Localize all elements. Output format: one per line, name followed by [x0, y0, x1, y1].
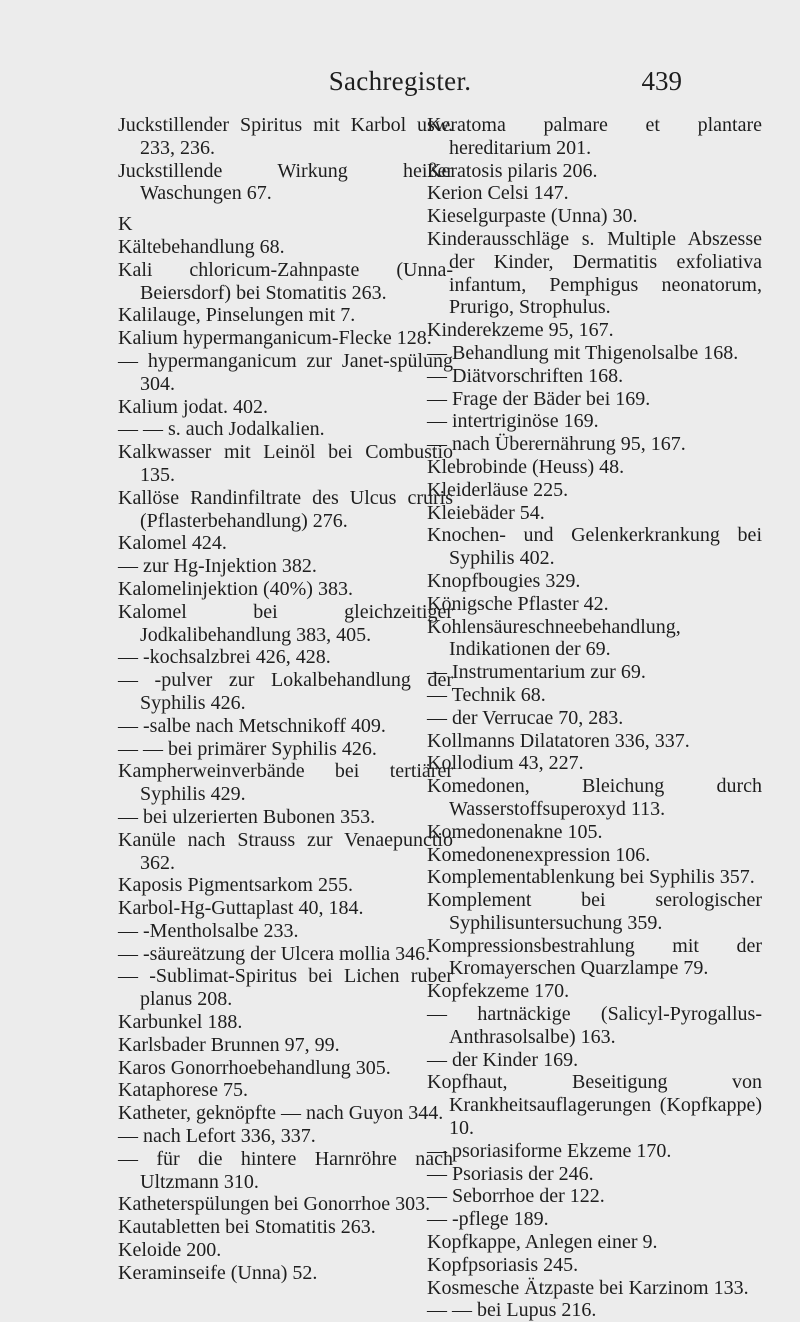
- index-entry: — zur Hg-Injektion 382.: [118, 555, 317, 578]
- index-entry: — -Sublimat-Spiritus bei Lichen ruber planus 208.: [118, 965, 453, 1011]
- index-entry: — -salbe nach Metschnikoff 409.: [118, 714, 386, 737]
- index-entry: Kalium hypermanganicum-Flecke 128.: [118, 327, 432, 350]
- index-entry: Kieselgurpaste (Unna) 30.: [427, 205, 638, 228]
- index-entry: Komplement bei serologischer Syphilisuntersuchung 359.: [427, 889, 762, 934]
- index-entry: Keratoma palmare et plantare hereditarium 201.: [427, 114, 762, 159]
- index-entry: Komedonenakne 105.: [427, 820, 603, 843]
- index-entry: Karos Gonorrhoebehandlung 305.: [118, 1056, 391, 1079]
- index-entry: — Diätvorschriften 168.: [427, 364, 624, 387]
- index-entry: — -pulver zur Lokalbehandlung der Syphilis 426.: [118, 669, 453, 714]
- running-title: Sachregister.: [328, 66, 472, 96]
- page-number: 439: [641, 66, 682, 96]
- index-entry: Karlsbader Brunnen 97, 99.: [118, 1033, 340, 1056]
- index-entry: Knochen- und Gelenkerkrankung bei Syphilis 402.: [427, 524, 762, 570]
- index-column-right: [427, 114, 762, 1322]
- index-entry: — -säureätzung der Ulcera mollia 346.: [118, 942, 431, 965]
- index-entry: Kopfkappe, Anlegen einer 9.: [427, 1231, 658, 1254]
- index-entry: Kollodium 43, 227.: [427, 752, 584, 775]
- section-letter: K: [118, 213, 133, 236]
- index-entry: Keraminseife (Unna) 52.: [118, 1261, 318, 1284]
- index-entry: Kinderausschläge s. Multiple Abszesse der Kinder, Dermatitis exfoliativa infantum, Pemphigus neonatorum, Prurigo, Strophulus.: [427, 227, 762, 319]
- index-entry: Kosmesche Ätzpaste bei Karzinom 133.: [427, 1276, 749, 1299]
- index-entry: Kampherweinverbände bei tertiärer Syphilis 429.: [118, 760, 453, 806]
- index-entry: Karbunkel 188.: [118, 1011, 243, 1034]
- index-entry: Kopfhaut, Beseitigung von Krankheitsauflagerungen (Kopfkappe) 10.: [427, 1071, 762, 1140]
- index-entry: Kalomel 424.: [118, 532, 227, 555]
- index-entry: Kataphorese 75.: [118, 1079, 248, 1102]
- index-column-left: [118, 114, 453, 1285]
- index-entry: — hypermanganicum zur Janet-spülung 304.: [118, 349, 453, 395]
- index-entry: Keratosis pilaris 206.: [427, 159, 598, 182]
- index-entry: — der Kinder 169.: [427, 1048, 579, 1071]
- index-entry: Knopfbougies 329.: [427, 569, 581, 592]
- index-entry: — Behandlung mit Thigenolsalbe 168.: [427, 341, 739, 364]
- index-entry: — Psoriasis der 246.: [427, 1162, 594, 1185]
- index-entry: Kaposis Pigmentsarkom 255.: [118, 874, 353, 897]
- index-entry: — Seborrhoe der 122.: [427, 1185, 605, 1208]
- index-entry: — nach Lefort 336, 337.: [118, 1125, 316, 1148]
- index-entry: Kompressionsbestrahlung mit der Kromayerschen Quarzlampe 79.: [427, 934, 762, 980]
- index-entry: Kinderekzeme 95, 167.: [427, 319, 614, 342]
- index-entry: Kollmanns Dilatatoren 336, 337.: [427, 729, 690, 752]
- index-entry: — Instrumentarium zur 69.: [427, 661, 646, 684]
- index-entry: Kalomelinjektion (40%) 383.: [118, 577, 353, 600]
- index-entry: — -kochsalzbrei 426, 428.: [118, 646, 331, 669]
- index-entry: Kältebehandlung 68.: [118, 235, 285, 258]
- index-entry: Kerion Celsi 147.: [427, 182, 569, 205]
- index-entry: Juckstillende Wirkung heißer Waschungen 67.: [118, 159, 453, 205]
- index-entry: Kali chloricum-Zahnpaste (Unna-Beiersdorf) bei Stomatitis 263.: [118, 258, 453, 304]
- index-entry: Kleiebäder 54.: [427, 501, 545, 524]
- index-entry: Kohlensäureschneebehandlung, Indikationen der 69.: [427, 615, 681, 661]
- index-entry: Kalium jodat. 402.: [118, 395, 268, 418]
- index-entry: Kalkwasser mit Leinöl bei Combustio 135.: [118, 441, 453, 486]
- index-entry: Königsche Pflaster 42.: [427, 592, 609, 615]
- index-entry: — bei ulzerierten Bubonen 353.: [118, 805, 376, 828]
- index-entry: Klebrobinde (Heuss) 48.: [427, 455, 625, 478]
- index-entry: — -pflege 189.: [427, 1208, 549, 1231]
- index-entry: Kanüle nach Strauss zur Venaepunctio 362.: [118, 828, 453, 874]
- index-entry: Kopfpsoriasis 245.: [427, 1253, 579, 1276]
- index-entry: Katheter, geknöpfte — nach Guyon 344.: [118, 1102, 444, 1125]
- index-entry: Komedonen, Bleichung durch Wasserstoffsuperoxyd 113.: [427, 775, 762, 820]
- index-entry: — Technik 68.: [427, 683, 546, 706]
- page-header: [0, 66, 800, 106]
- index-entry: Kleiderläuse 225.: [427, 478, 569, 501]
- index-entry: Komplementablenkung bei Syphilis 357.: [427, 866, 755, 889]
- index-entry: Keloide 200.: [118, 1239, 222, 1262]
- index-entry: Katheterspülungen bei Gonorrhoe 303.: [118, 1193, 431, 1216]
- index-entry: — nach Überernährung 95, 167.: [427, 433, 686, 456]
- index-entry: — Frage der Bäder bei 169.: [427, 387, 651, 410]
- index-entry: — psoriasiforme Ekzeme 170.: [427, 1139, 672, 1162]
- index-entry: — -Mentholsalbe 233.: [118, 919, 299, 942]
- index-entry: — — s. auch Jodalkalien.: [118, 418, 325, 441]
- index-entry: — intertriginöse 169.: [427, 410, 599, 433]
- index-entry: — — bei Lupus 216.: [427, 1299, 597, 1322]
- index-entry: Juckstillender Spiritus mit Karbol usw. 233, 236.: [118, 114, 453, 159]
- index-entry: Kalomel bei gleichzeitiger Jodkalibehandlung 383, 405.: [118, 600, 453, 646]
- index-entry: Karbol-Hg-Guttaplast 40, 184.: [118, 897, 364, 920]
- index-entry: Kalilauge, Pinselungen mit 7.: [118, 304, 356, 327]
- index-entry: Kopfekzeme 170.: [427, 980, 570, 1003]
- index-entry: Komedonenexpression 106.: [427, 843, 651, 866]
- index-entry: — der Verrucae 70, 283.: [427, 706, 624, 729]
- index-entry: — — bei primärer Syphilis 426.: [118, 737, 377, 760]
- index-entry: Kautabletten bei Stomatitis 263.: [118, 1216, 376, 1239]
- index-entry: Kallöse Randinfiltrate des Ulcus cruris (Pflasterbehandlung) 276.: [118, 486, 453, 532]
- index-entry: — für die hintere Harnröhre nach Ultzmann 310.: [118, 1147, 453, 1193]
- index-entry: — hartnäckige (Salicyl-Pyrogallus-Anthrasolsalbe) 163.: [427, 1003, 762, 1048]
